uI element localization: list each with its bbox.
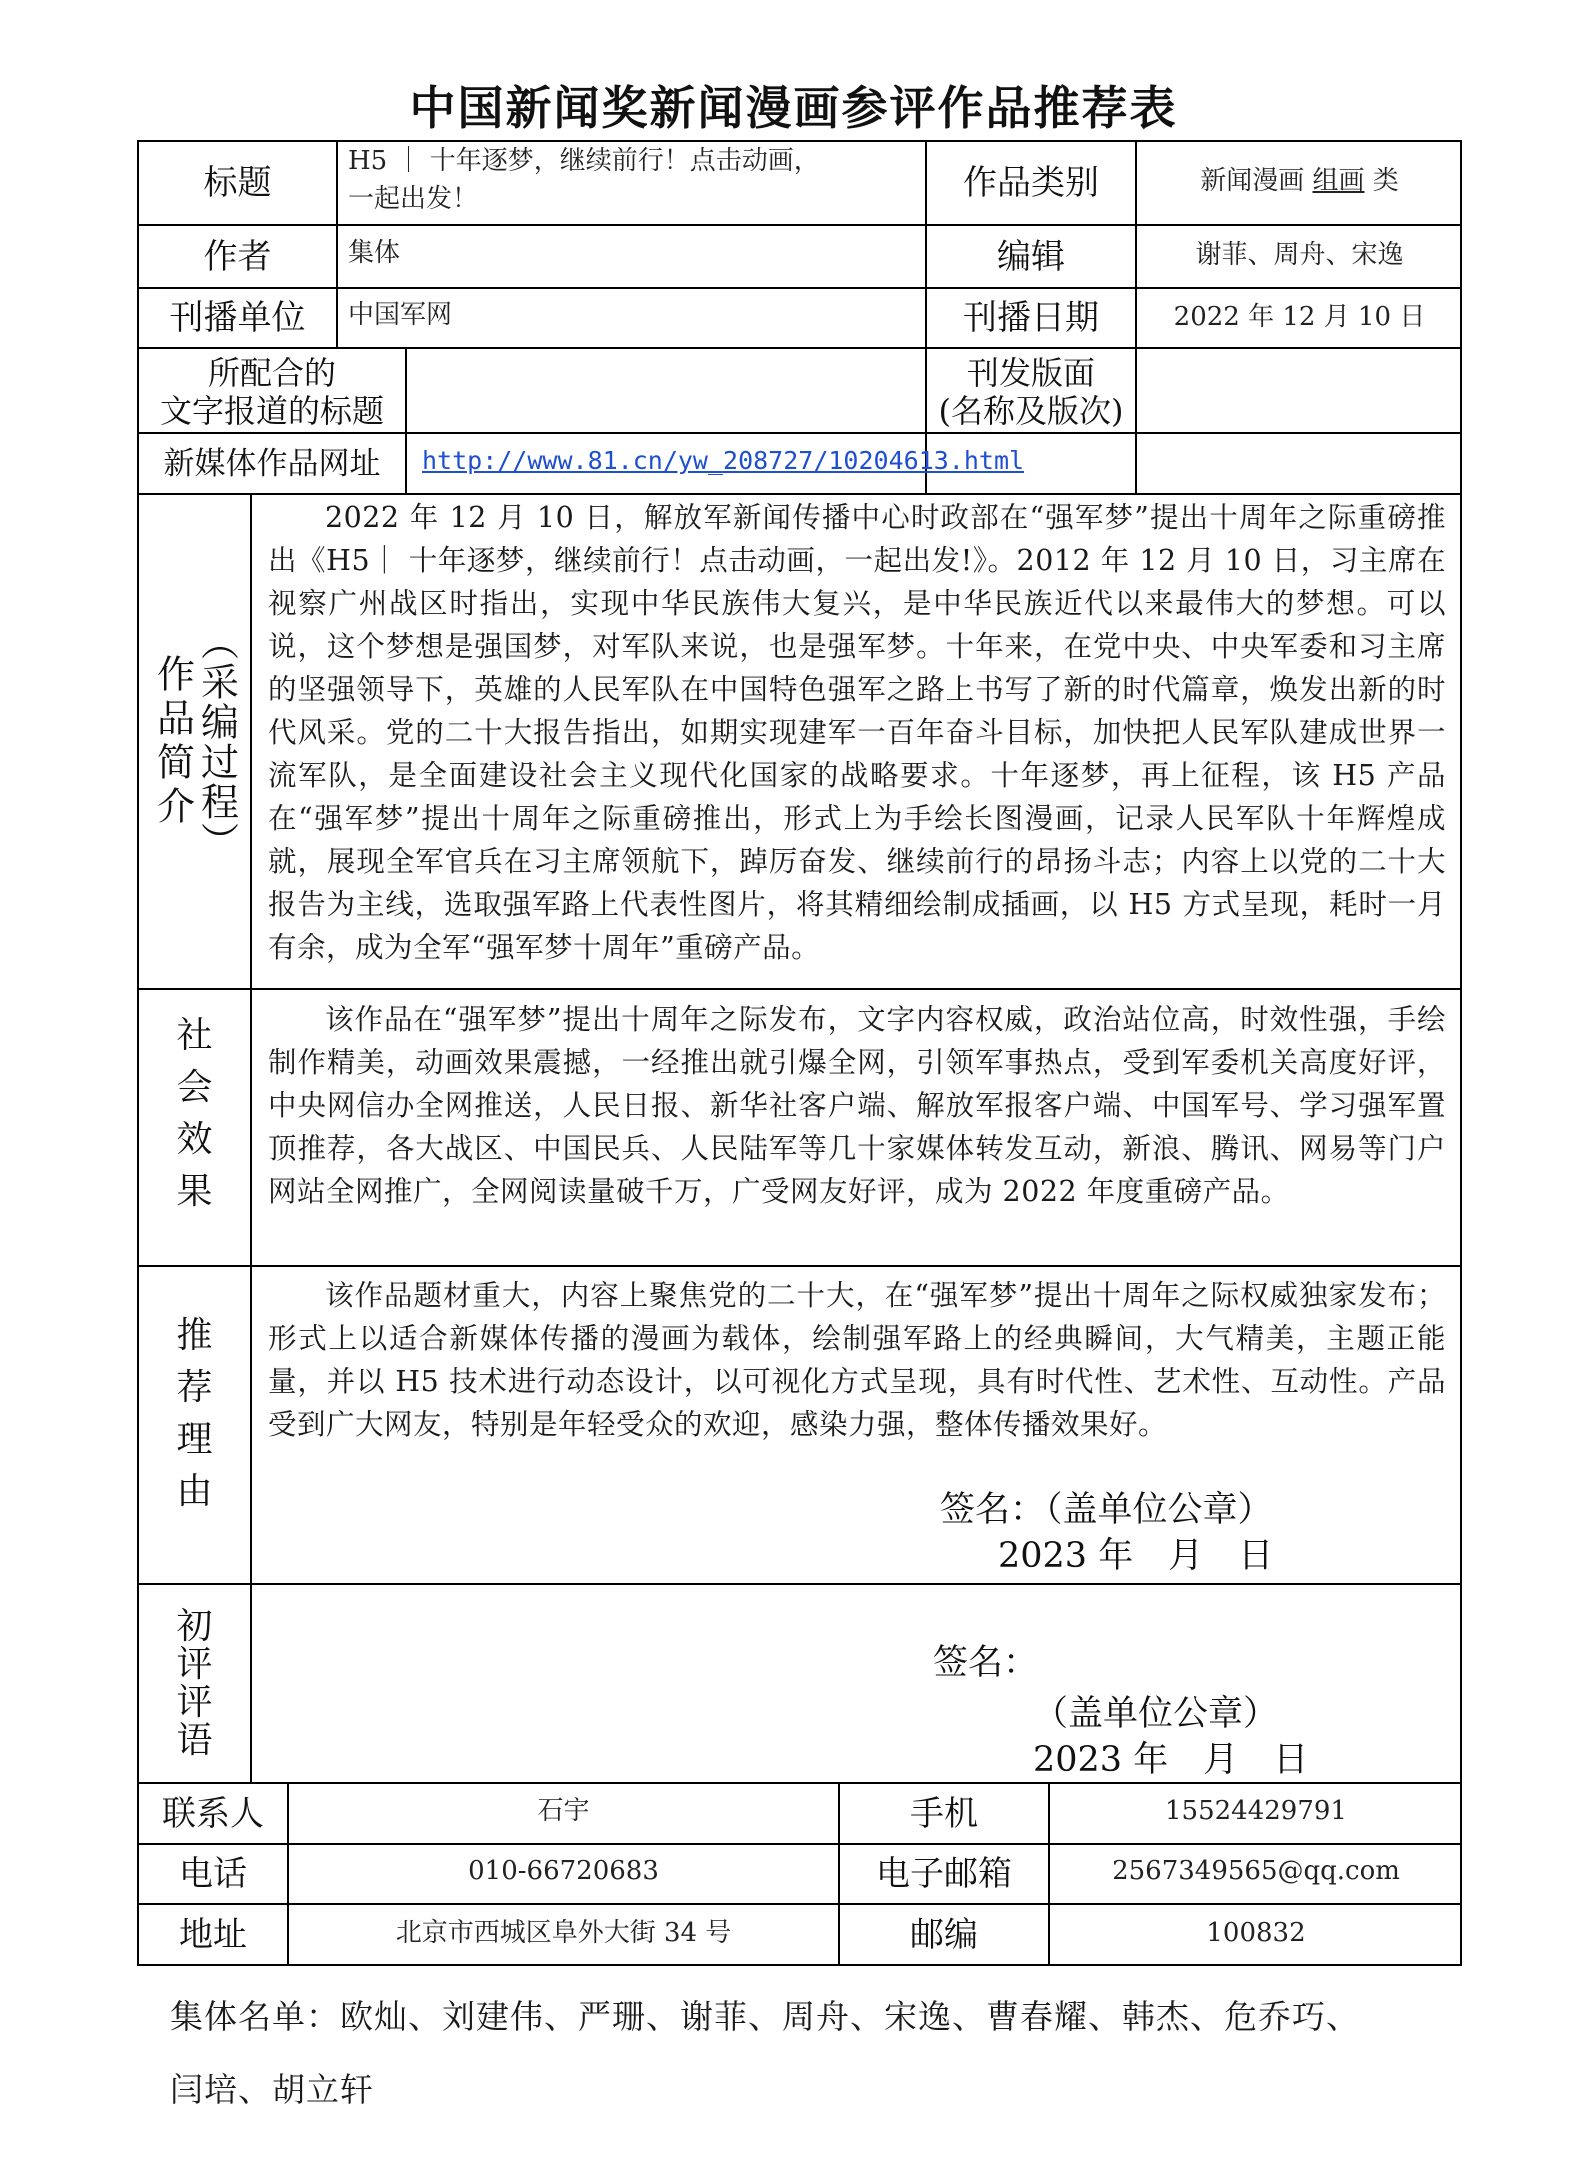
phone-label: 电话 bbox=[179, 1854, 247, 1894]
intro-text: 2022 年 12 月 10 日，解放军新闻传播中心时政部在“强军梦”提出十周年之际重磅推出《H5｜ 十年逐梦，继续前行！点击动画，一起出发!》。2012 年 12 月 10 日，习主席在视察广州战区时指出，实现中华民族伟大复兴，是中华民族近代以来最伟大的梦想。可以说，这个梦想是强国梦，对军队来说，也是强军梦。十年来，在党中央、中央军委和习主席的坚强领导下，英雄的人民军队在中国特色强军之路上书写了新的时代篇章，焕发出新的时代风采。党的二十大报告指出，如期实现建军一百年奋斗目标，加快把人民军队建成世界一流军队，是全面建设社会主义现代化国家的战略要求。十年逐梦，再上征程，该 H5 产品在“强军梦”提出十周年之际重磅推出，形式上为手绘长图漫画，记录人民军队十年辉煌成就，展现全军官兵在习主席领航下，踔厉奋发、继续前行的昂扬斗志；内容上以党的二十大报告为主线，选取强军路上代表性图片，将其精细绘制成插画，以 H5 方式呈现，耗时一月有余，成为全军“强军梦十周年”重磅产品。 bbox=[268, 501, 1446, 964]
phone-value: 010-66720683 bbox=[468, 1856, 659, 1886]
unit-value: 中国军网 bbox=[348, 300, 453, 330]
email-value: 2567349565@qq.com bbox=[1112, 1856, 1400, 1886]
headline-label: 标题 bbox=[203, 163, 272, 203]
intro-label-main: 作品简介 bbox=[150, 653, 195, 830]
row-line bbox=[137, 1583, 1462, 1585]
review-label bbox=[139, 1608, 250, 1760]
page-title: 中国新闻奖新闻漫画参评作品推荐表 bbox=[409, 81, 1178, 135]
zip-label: 邮编 bbox=[910, 1914, 978, 1955]
reason-label-char: 理 bbox=[176, 1419, 213, 1460]
category-suffix: 类 bbox=[1372, 166, 1399, 196]
related-label bbox=[139, 354, 405, 430]
url-label: 新媒体作品网址 bbox=[163, 445, 381, 482]
effect-label-char: 果 bbox=[176, 1171, 213, 1212]
work-url-link[interactable]: http://www.81.cn/yw_208727/10204613.html bbox=[422, 446, 1025, 475]
edition-label-line2: (名称及版次) bbox=[938, 392, 1124, 430]
row-line bbox=[137, 1265, 1462, 1267]
effect-label-char: 社 bbox=[176, 1015, 213, 1056]
date-value: 2022 年 12 月 10 日 bbox=[1173, 302, 1426, 332]
headline-line2: 一起出发！ bbox=[348, 184, 479, 214]
review-date: 2023 年 月 日 bbox=[1033, 1740, 1309, 1780]
review-signature: 签名： bbox=[933, 1643, 1039, 1683]
row-line bbox=[137, 493, 1462, 495]
reason-label-char: 由 bbox=[176, 1471, 213, 1512]
intro-label bbox=[139, 495, 250, 988]
headline-line1: H5 ｜ 十年逐梦，继续前行！点击动画， bbox=[348, 146, 820, 176]
effect-label bbox=[139, 1010, 250, 1218]
address-value: 北京市西城区阜外大街 34 号 bbox=[395, 1918, 732, 1948]
row-line bbox=[137, 1903, 1462, 1905]
zip-value: 100832 bbox=[1206, 1918, 1306, 1948]
related-label-line2: 文字报道的标题 bbox=[159, 392, 384, 430]
effect-label-char: 效 bbox=[176, 1119, 213, 1160]
review-seal: （盖单位公章） bbox=[1033, 1694, 1279, 1734]
contact-person-value: 石宇 bbox=[537, 1796, 590, 1826]
date-label: 刊播日期 bbox=[963, 298, 1099, 338]
category-value bbox=[1137, 162, 1462, 200]
review-label-char: 评 bbox=[176, 1644, 213, 1685]
row-line bbox=[137, 1782, 1462, 1784]
intro-label-sub: （采编过程） bbox=[194, 621, 239, 862]
edition-label bbox=[927, 354, 1135, 430]
effect-label-char: 会 bbox=[176, 1067, 213, 1108]
effect-text: 该作品在“强军梦”提出十周年之际发布，文字内容权威，政治站位高，时效性强，手绘制作精美，动画效果震撼，一经推出就引爆全网，引领军事热点，受到军委机关高度好评，中央网信办全网推送，人民日报、新华社客户端、解放军报客户端、中国军号、学习强军置顶推荐，各大战区、中国民兵、人民陆军等几十家媒体转发互动，新浪、腾讯、网易等门户网站全网推广，全网阅读量破千万，广受网友好评，成为 2022 年度重磅产品。 bbox=[268, 1003, 1446, 1208]
unit-label: 刊播单位 bbox=[169, 298, 306, 338]
col-line bbox=[336, 140, 338, 348]
reason-signature: 签名：（盖单位公章） bbox=[940, 1490, 1273, 1530]
edition-label-line1: 刊发版面 bbox=[966, 354, 1095, 392]
reason-date: 2023 年 月 日 bbox=[998, 1536, 1274, 1576]
headline-value bbox=[348, 142, 918, 218]
related-label-line1: 所配合的 bbox=[207, 354, 336, 392]
reason-label-char: 荐 bbox=[176, 1367, 213, 1408]
email-label: 电子邮箱 bbox=[876, 1854, 1012, 1894]
category-label: 作品类别 bbox=[963, 163, 1099, 203]
col-line bbox=[250, 493, 252, 1783]
editor-label: 编辑 bbox=[997, 236, 1065, 277]
review-label-char: 语 bbox=[176, 1720, 213, 1761]
row-line bbox=[137, 988, 1462, 990]
mobile-label: 手机 bbox=[910, 1793, 978, 1834]
contact-person-label: 联系人 bbox=[162, 1793, 264, 1834]
team-list-line1: 集体名单：欧灿、刘建伟、严珊、谢菲、周舟、宋逸、曹春耀、韩杰、危乔巧、 bbox=[170, 1997, 1360, 2036]
reason-label bbox=[139, 1310, 250, 1518]
col-line bbox=[405, 347, 407, 494]
author-value: 集体 bbox=[348, 238, 401, 268]
reason-label-char: 推 bbox=[176, 1315, 213, 1356]
category-type: 组画 bbox=[1312, 166, 1365, 196]
review-label-char: 评 bbox=[176, 1682, 213, 1723]
review-label-char: 初 bbox=[176, 1606, 213, 1647]
category-prefix: 新闻漫画 bbox=[1200, 166, 1305, 196]
reason-text: 该作品题材重大，内容上聚焦党的二十大，在“强军梦”提出十周年之际权威独家发布；形式上以适合新媒体传播的漫画为载体，绘制强军路上的经典瞬间，大气精美，主题正能量，并以 H5 技术进行动态设计，以可视化方式呈现，具有时代性、艺术性、互动性。产品受到广大网友，特别是年轻受众的欢迎，感染力强，整体传播效果好。 bbox=[268, 1279, 1446, 1441]
row-line bbox=[137, 1843, 1462, 1845]
mobile-value: 15524429791 bbox=[1165, 1796, 1347, 1826]
editor-value: 谢菲、周舟、宋逸 bbox=[1195, 240, 1404, 270]
team-list-line2: 闫培、胡立轩 bbox=[170, 2070, 374, 2109]
address-label: 地址 bbox=[179, 1914, 247, 1955]
author-label: 作者 bbox=[203, 236, 272, 277]
